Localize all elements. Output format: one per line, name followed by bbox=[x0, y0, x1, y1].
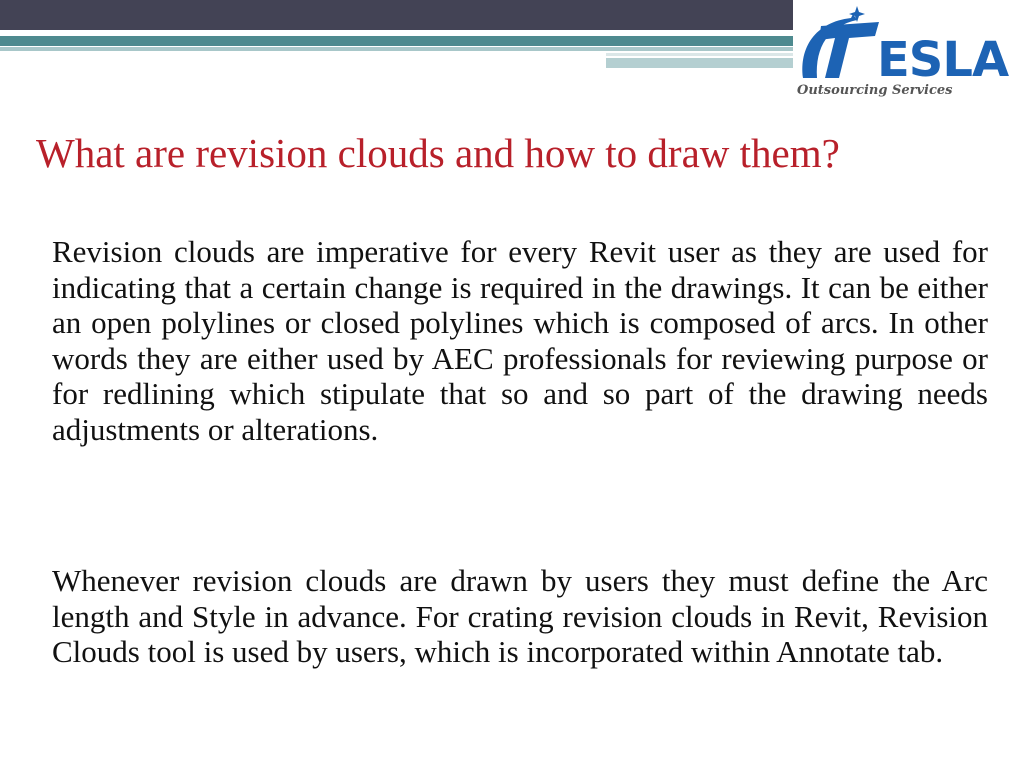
paragraph-1: Revision clouds are imperative for every Revit user as they are used for indicating that a certain change is required in the drawings. It can be either an open polylines or closed polylines which is composed of arcs. In other words they are either used by AEC professionals for reviewing purpose or for redlining which stipulate that so and so part of the drawing needs adjustments or alterations. bbox=[52, 234, 988, 447]
slide-title: What are revision clouds and how to draw them? bbox=[36, 130, 840, 176]
logo-tagline: Outsourcing Services bbox=[797, 83, 953, 98]
paragraph-2: Whenever revision clouds are drawn by users they must define the Arc length and Style in advance. For crating revision clouds in Revit, Revision Clouds tool is used by users, which is incorporated within Annotate tab. bbox=[52, 563, 988, 669]
tesla-logo bbox=[793, 0, 1024, 104]
logo-brand-text: ESLA bbox=[877, 32, 1009, 88]
